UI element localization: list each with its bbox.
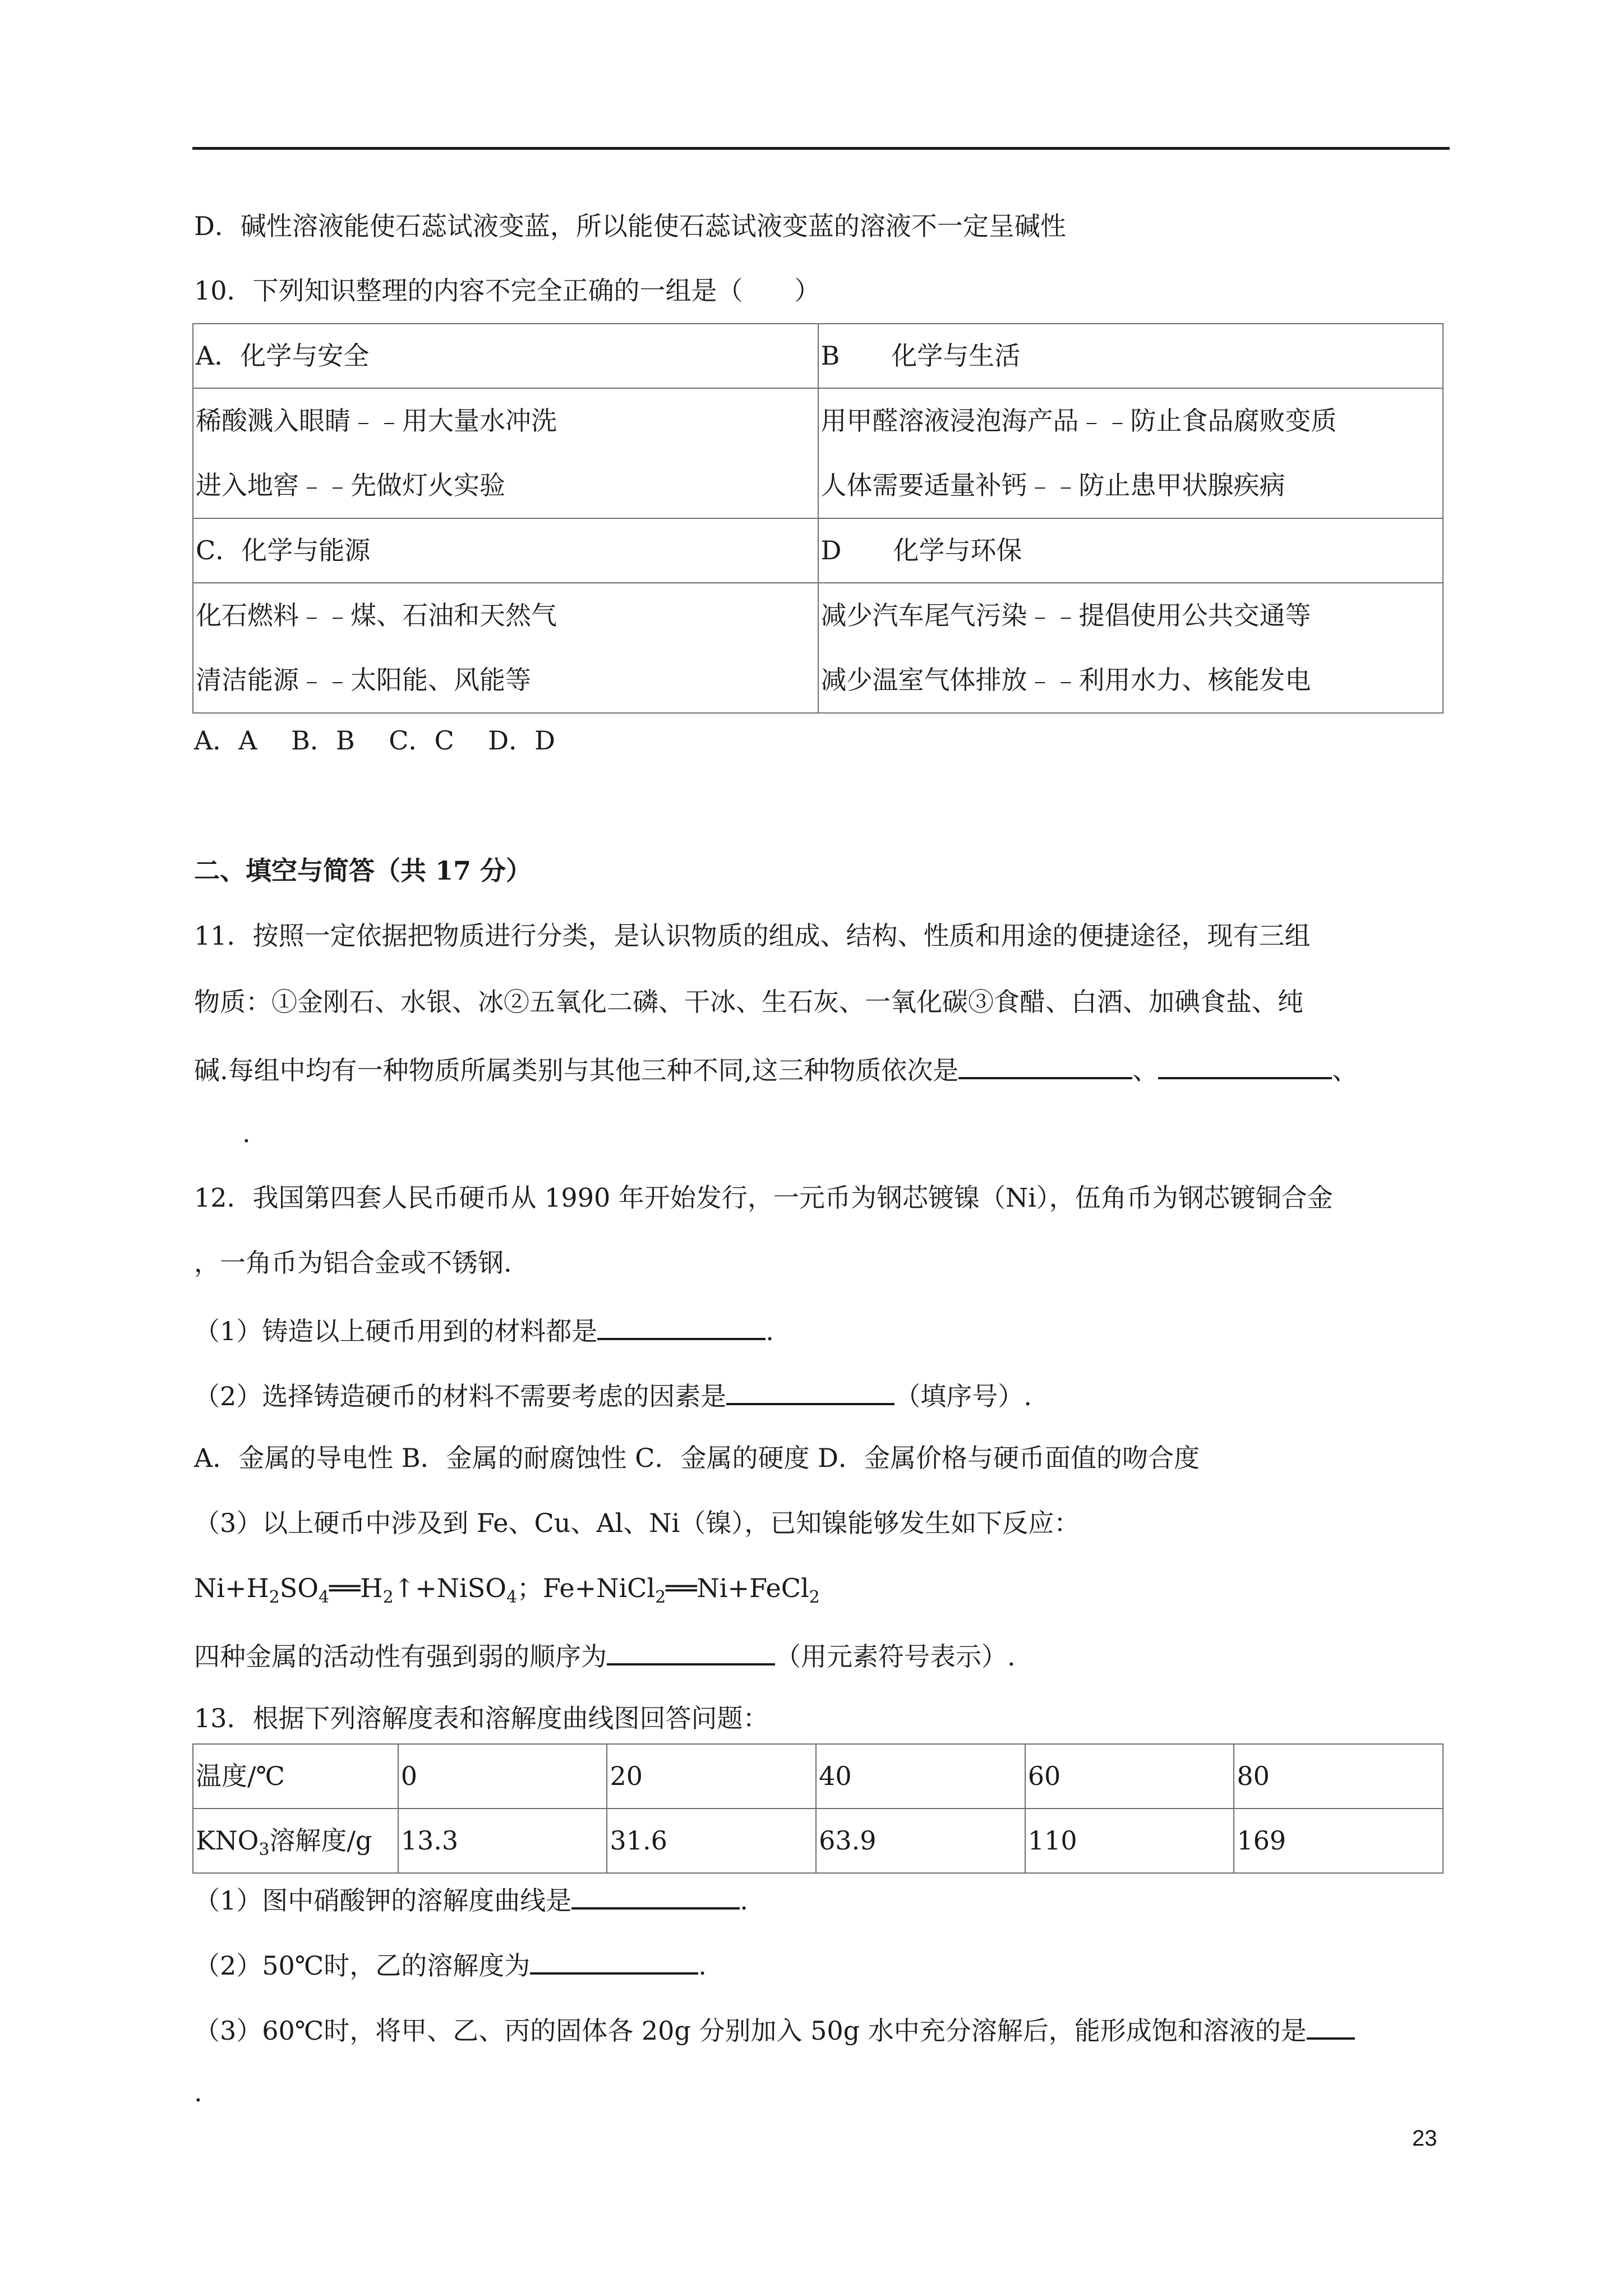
q10-a-line-1: 稀酸溅入眼睛﹣﹣用大量水冲洗 (196, 406, 557, 436)
q12-part-3-answer-end: （用元素符号表示）. (775, 1641, 1016, 1672)
q12-part-1-text: （1）铸造以上硬币用到的材料都是 (194, 1316, 598, 1346)
eq-part: Ni+H (194, 1573, 269, 1603)
q10-cell-a-body (193, 388, 818, 518)
q12-part-2-text: （2）选择铸造硬币的材料不需要考虑的因素是 (194, 1381, 727, 1411)
q11-line-2: 物质：①金刚石、水银、冰②五氧化二磷、干冰、生石灰、一氧化碳③食醋、白酒、加碘食盐、纯 (194, 987, 1303, 1017)
q11-line-3 (194, 1050, 1358, 1087)
q13-part-2-text: （2）50℃时，乙的溶解度为 (194, 1950, 531, 1981)
q11-separator-2: 、 (1332, 1055, 1358, 1085)
kno3-label: KNO (196, 1825, 259, 1856)
q10-c-line-1: 化石燃料﹣﹣煤、石油和天然气 (196, 600, 557, 631)
q9-option-d: D．碱性溶液能使石蕊试液变蓝，所以能使石蕊试液变蓝的溶液不一定呈碱性 (194, 211, 1066, 241)
q13-part-2-blank[interactable] (530, 1945, 698, 1975)
q10-cell-b-header: B 化学与生活 (818, 324, 1444, 388)
section-2-title: 二、填空与简答（共 17 分） (194, 855, 532, 886)
q12-line-2: ，一角币为铝合金或不锈钢. (194, 1248, 512, 1278)
q12-part-3-answer-text: 四种金属的活动性有强到弱的顺序为 (194, 1641, 607, 1672)
kno3-subscript: 3 (259, 1840, 270, 1860)
eq-part: ↑+NiSO (393, 1573, 506, 1603)
q13-part-2 (194, 1945, 707, 1982)
q10-a-line-2: 进入地窖﹣﹣先做灯火实验 (196, 470, 505, 500)
q11-separator-1: 、 (1132, 1055, 1159, 1085)
q12-part-1-blank[interactable] (597, 1311, 766, 1340)
q13-part-3-blank[interactable] (1307, 2010, 1355, 2040)
q10-cell-b-body (818, 388, 1444, 518)
solubility-label: 溶解度/g (269, 1825, 372, 1856)
q12-part-2-end: （填序号）. (895, 1381, 1032, 1411)
q12-part-3: （3）以上硬币中涉及到 Fe、Cu、Al、Ni（镍），已知镍能够发生如下反应： (194, 1508, 1080, 1538)
q13-part-1-end: . (740, 1885, 748, 1916)
q13-part-1-text: （1）图中硝酸钾的溶解度曲线是 (194, 1885, 572, 1916)
eq-part: ；Fe+NiCl (517, 1573, 656, 1603)
q11-blank-1[interactable] (958, 1050, 1132, 1079)
q13-table-temp-20: 20 (607, 1744, 816, 1809)
q10-d-line-2: 减少温室气体排放﹣﹣利用水力、核能发电 (820, 665, 1311, 695)
q13-table-header-temp: 温度/℃ (193, 1744, 398, 1809)
q13-table-temp-80: 80 (1234, 1744, 1443, 1809)
q13-table-sol-0: 13.3 (398, 1809, 607, 1873)
q10-d-line-1: 减少汽车尾气污染﹣﹣提倡使用公共交通等 (820, 600, 1311, 631)
q10-c-line-2: 清洁能源﹣﹣太阳能、风能等 (196, 665, 531, 695)
eq-subscript: 2 (382, 1588, 394, 1608)
q13-solubility-table (192, 1743, 1444, 1874)
eq-subscript: 2 (655, 1588, 666, 1608)
q13-table-sol-40: 63.9 (816, 1809, 1025, 1873)
eq-subscript: 4 (318, 1588, 330, 1608)
page-number: 23 (1412, 2126, 1437, 2151)
q12-line-1: 12．我国第四套人民币硬币从 1990 年开始发行，一元币为钢芯镀镍（Ni），伍角币为钢芯镀铜合金 (194, 1182, 1333, 1213)
q10-cell-c-body (193, 583, 818, 713)
q13-part-3-end: . (194, 2077, 202, 2108)
q12-equation (194, 1571, 820, 1608)
q13-stem: 13．根据下列溶解度表和溶解度曲线图回答问题： (194, 1703, 769, 1733)
q11-blank-2[interactable] (1158, 1050, 1332, 1079)
eq-part: SO (279, 1573, 319, 1603)
eq-subscript: 2 (809, 1588, 820, 1608)
q13-part-1-blank[interactable] (571, 1880, 740, 1910)
eq-part: ══H (329, 1573, 383, 1603)
header-rule (192, 147, 1450, 150)
q10-stem: 10．下列知识整理的内容不完全正确的一组是（ ） (194, 275, 820, 306)
q12-part-2-blank[interactable] (726, 1376, 895, 1405)
q12-part-2-options: A．金属的导电性 B．金属的耐腐蚀性 C．金属的硬度 D．金属价格与硬币面值的吻合度 (194, 1443, 1200, 1473)
q11-line-4-end: . (242, 1118, 251, 1148)
q13-table-temp-0: 0 (398, 1744, 607, 1809)
eq-subscript: 4 (506, 1588, 518, 1608)
q10-cell-c-header: C．化学与能源 (193, 518, 818, 583)
q12-part-3-blank[interactable] (607, 1636, 775, 1665)
q13-table-sol-80: 169 (1234, 1809, 1443, 1873)
q13-part-3-text: （3）60℃时，将甲、乙、丙的固体各 20g 分别加入 50g 水中充分溶解后，能形成饱和溶液的是 (194, 2016, 1307, 2046)
q11-blank-3[interactable] (194, 1115, 242, 1142)
q11-line-4 (194, 1115, 251, 1150)
q10-cell-d-body (818, 583, 1444, 713)
q12-part-2 (194, 1376, 1032, 1413)
q10-b-line-1: 用甲醛溶液浸泡海产品﹣﹣防止食品腐败变质 (820, 406, 1337, 436)
q13-table-temp-60: 60 (1025, 1744, 1234, 1809)
eq-subscript: 2 (269, 1588, 280, 1608)
q12-part-1-end: . (766, 1316, 774, 1346)
q11-line-1: 11．按照一定依据把物质进行分类，是认识物质的组成、结构、性质和用途的便捷途径，现有三组 (194, 921, 1311, 951)
q13-table-sol-60: 110 (1025, 1809, 1234, 1873)
q13-part-3 (194, 2010, 1355, 2047)
q10-choices: A．A B．B C．C D．D (194, 725, 556, 756)
q10-table (192, 323, 1444, 714)
q13-table-sol-20: 31.6 (607, 1809, 816, 1873)
q11-line-3-text: 碱.每组中均有一种物质所属类别与其他三种不同,这三种物质依次是 (194, 1055, 959, 1085)
q13-part-1 (194, 1880, 748, 1917)
eq-part: ══Ni+FeCl (666, 1573, 809, 1603)
q10-b-line-2: 人体需要适量补钙﹣﹣防止患甲状腺疾病 (820, 470, 1285, 500)
q10-cell-a-header: A．化学与安全 (193, 324, 818, 388)
q13-part-2-end: . (698, 1950, 707, 1981)
q12-part-3-answer (194, 1636, 1016, 1673)
q13-table-header-solubility (193, 1809, 398, 1873)
q12-part-1 (194, 1311, 774, 1348)
q10-cell-d-header: D 化学与环保 (818, 518, 1444, 583)
q13-table-temp-40: 40 (816, 1744, 1025, 1809)
